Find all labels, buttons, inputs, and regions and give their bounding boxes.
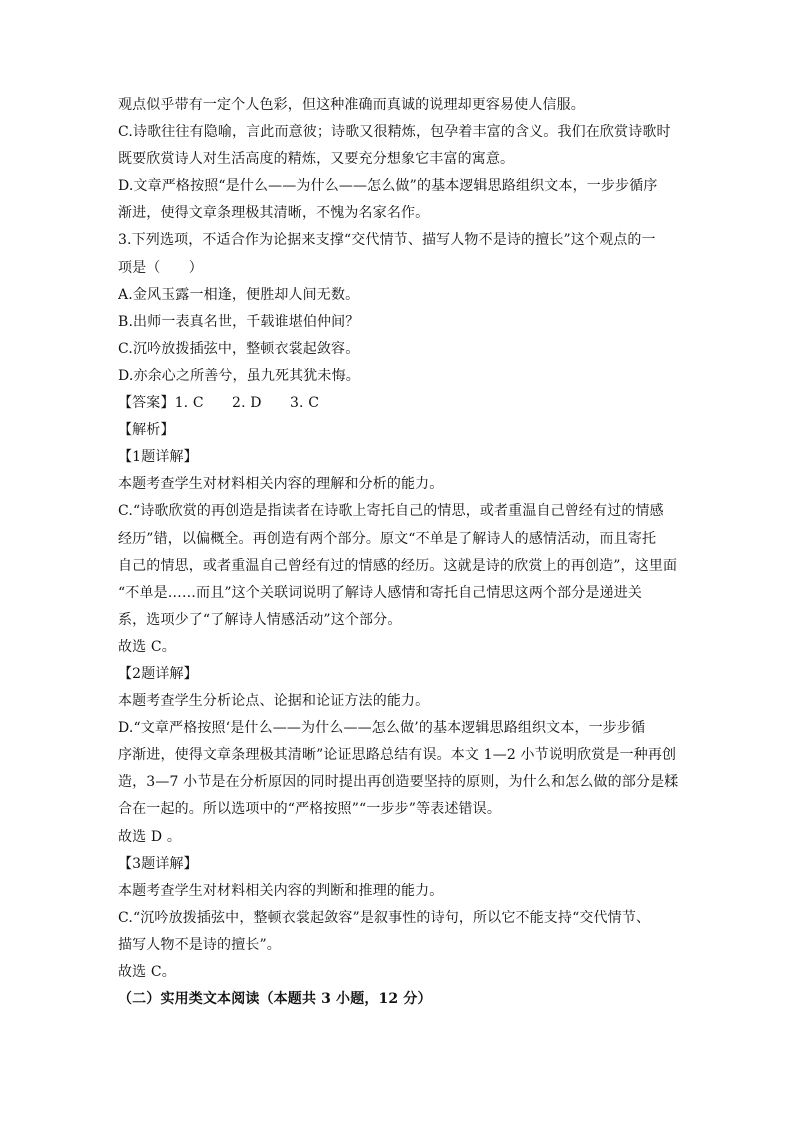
- question-line: 3.下列选项，不适合作为论据来支撑“交代情节、描写人物不是诗的擅长”这个观点的一: [118, 232, 656, 249]
- document-body: [118, 92, 678, 1013]
- text-line: 自己的情思，或者重温自己曾经有过的情感的经历。这就是诗的欣赏上的再创造”，这里面: [118, 557, 678, 574]
- text-line: 描写人物不是诗的擅长”。: [118, 936, 281, 953]
- conclusion-line: 故选 C。: [118, 964, 176, 980]
- text-line: 合在一起的。所以选项中的“严格按照”“一步步”等表述错误。: [118, 801, 501, 818]
- section-heading: （二）实用类文本阅读（本题共 3 小题，12 分）: [118, 991, 432, 1008]
- text-line: C.“诗歌欣赏的再创造是指读者在诗歌上寄托自己的情思，或者重温自己曾经有过的情感: [118, 503, 664, 520]
- text-line: C.“沉吟放拨插弦中，整顿衣裳起敛容”是叙事性的诗句，所以它不能支持“交代情节、: [118, 909, 651, 926]
- question-line: 项是（ ）: [118, 259, 203, 276]
- option-line: D.文章严格按照“是什么——为什么——怎么做”的基本逻辑思路组织文本，一步步循序: [118, 178, 658, 195]
- subsection-heading: 【1题详解】: [118, 449, 198, 466]
- analysis-heading: 【解析】: [118, 422, 175, 439]
- option-line: C.诗歌往往有隐喻，言此而意彼；诗歌又很精炼，包孕着丰富的含义。我们在欣赏诗歌时: [118, 124, 671, 141]
- answer-line: 【答案】1. C 2. D 3. C: [118, 395, 320, 412]
- text-line: 渐进，使得文章条理极其清晰，不愧为名家名作。: [118, 205, 430, 222]
- option-c: C.沉吟放拨插弦中，整顿衣裳起敛容。: [118, 340, 360, 357]
- conclusion-line: 故选 D 。: [118, 828, 182, 845]
- option-d: D.亦余心之所善兮，虽九死其犹未悔。: [118, 367, 360, 384]
- option-a: A.金风玉露一相逢，便胜却人间无数。: [118, 286, 360, 303]
- subsection-heading: 【2题详解】: [118, 665, 198, 682]
- text-line: 本题考查学生分析论点、论据和论证方法的能力。: [118, 693, 430, 710]
- text-line: 序渐进，使得文章条理极其清晰”论证思路总结有误。本文 1—2 小节说明欣赏是一种再创: [118, 747, 677, 764]
- subsection-heading: 【3题详解】: [118, 855, 198, 872]
- text-line: 本题考查学生对材料相关内容的判断和推理的能力。: [118, 882, 444, 899]
- text-line: “不单是……而且”这个关联词说明了解诗人感情和寄托自己情思这两个部分是递进关: [118, 584, 643, 601]
- text-line: 系，选项少了“了解诗人情感活动”这个部分。: [118, 611, 402, 628]
- text-line: 既要欣赏诗人对生活高度的精炼，又要充分想象它丰富的寓意。: [118, 151, 515, 168]
- text-line: 本题考查学生对材料相关内容的理解和分析的能力。: [118, 476, 444, 493]
- option-b: B.出师一表真名世，千载谁堪伯仲间？: [118, 313, 360, 330]
- conclusion-line: 故选 C。: [118, 638, 176, 655]
- text-line: 经历”错，以偏概全。再创造有两个部分。原文“不单是了解诗人的感情活动，而且寄托: [118, 530, 657, 547]
- text-line: 造，3—7 小节是在分析原因的同时提出再创造要坚持的原则，为什么和怎么做的部分是糅: [118, 774, 679, 791]
- text-line: 观点似乎带有一定个人色彩，但这种准确而真诚的说理却更容易使人信服。: [118, 97, 585, 113]
- text-line: D.“文章严格按照‘是什么——为什么——怎么做’的基本逻辑思路组织文本，一步步循: [118, 720, 646, 737]
